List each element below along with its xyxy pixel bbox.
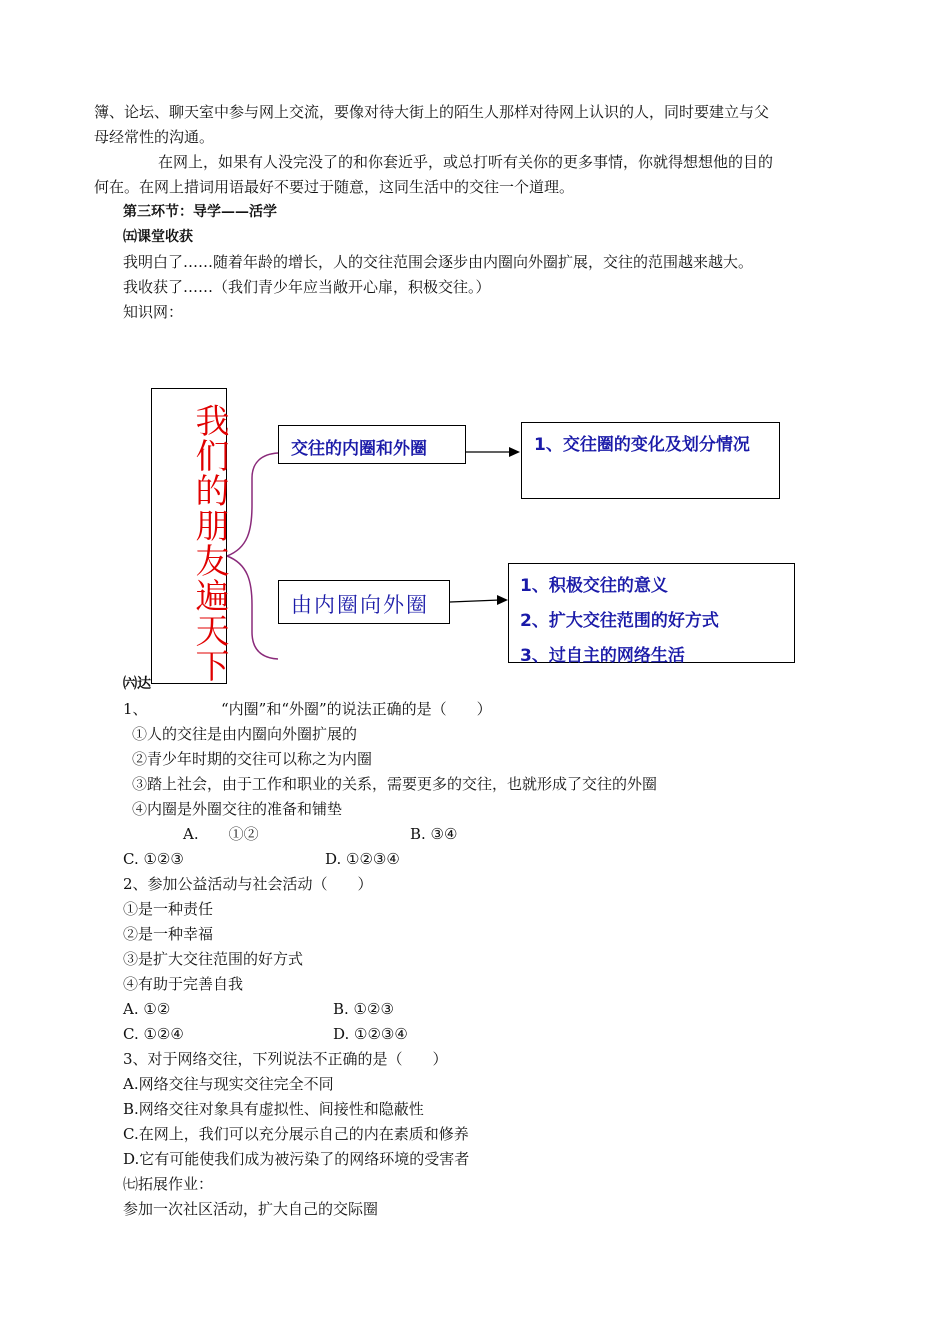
homework-task: 参加一次社区活动，扩大自己的交际圈 [123, 1200, 379, 1218]
q1-item: ①人的交往是由内圈向外圈扩展的 [132, 725, 358, 743]
diagram-title: 我们的朋友遍天下 [189, 403, 229, 683]
q1-item: ②青少年时期的交往可以称之为内圈 [132, 750, 373, 768]
q2-item: ①是一种责任 [123, 900, 214, 918]
diagram-title-box [151, 388, 227, 684]
branch-2-result-box [508, 563, 795, 666]
arrow-2-head [497, 595, 508, 605]
q3-option: A.网络交往与现实交往完全不同 [123, 1075, 334, 1093]
gained-line: 我收获了……（我们青少年应当敞开心扉，积极交往。） [123, 278, 491, 296]
q2-option-b: B. ①②③ [333, 1000, 394, 1018]
intro-line-2: 母经常性的沟通。 [94, 128, 215, 146]
arrow-1-head [509, 447, 520, 457]
q1-number: 1、 [123, 700, 148, 718]
q1-item: ③踏上社会，由于工作和职业的关系，需要更多的交往，也就形成了交往的外圈 [132, 775, 658, 793]
branch-1-result: 1、交往圈的变化及划分情况 [534, 435, 750, 455]
knowledge-net-label: 知识网： [123, 303, 184, 321]
q2-item: ④有助于完善自我 [123, 975, 244, 993]
q2-option-a: A. ①② [123, 1000, 171, 1018]
q1-option-a: A. ①② [183, 825, 259, 843]
branch-1-label: 交往的内圈和外圈 [291, 439, 427, 459]
q3-stem: 3、对于网络交往，下列说法不正确的是（ ） [123, 1050, 448, 1068]
q3-option: C.在网上，我们可以充分展示自己的内在素质和修养 [123, 1125, 469, 1143]
branch-2-box [278, 580, 450, 624]
q1-option-b: B. ③④ [410, 825, 458, 843]
section-heading: 第三环节：导学——活学 [123, 204, 277, 220]
intro-line-4: 何在。在网上措词用语最好不要过于随意，这同生活中的交往一个道理。 [94, 178, 575, 196]
arrow-2-line [450, 600, 500, 602]
bracket-upper [227, 453, 278, 556]
q2-option-c: C. ①②④ [123, 1025, 184, 1043]
branch-2-label: 由内圈向外圈 [291, 593, 429, 617]
branch-2-result-item: 1、积极交往的意义 [520, 576, 668, 596]
branch-2-result-item: 3、过自主的网络生活 [520, 646, 685, 666]
q2-stem: 2、参加公益活动与社会活动（ ） [123, 875, 373, 893]
understood-line: 我明白了……随着年龄的增长，人的交往范围会逐步由内圈向外圈扩展，交往的范围越来越大。 [123, 253, 754, 271]
branch-2-result-item: 2、扩大交往范围的好方式 [520, 611, 719, 631]
q1-option-d: D. ①②③④ [325, 850, 400, 868]
q1-item: ④内圈是外圈交往的准备和铺垫 [132, 800, 343, 818]
intro-line-3: 在网上，如果有人没完没了的和你套近乎，或总打听有关你的更多事情，你就得想想他的目的 [158, 153, 774, 171]
branch-2-results-list [520, 569, 719, 674]
q2-option-d: D. ①②③④ [333, 1025, 408, 1043]
homework-heading: ㈦拓展作业： [123, 1175, 214, 1193]
q3-option: B.网络交往对象具有虚拟性、间接性和隐蔽性 [123, 1100, 424, 1118]
intro-line-1: 簿、论坛、聊天室中参与网上交流，要像对待大街上的陌生人那样对待网上认识的人，同时要建立与父 [94, 103, 770, 121]
q1-option-c: C. ①②③ [123, 850, 184, 868]
q1-stem: “内圈”和“外圈”的说法正确的是（ ） [221, 700, 492, 718]
bracket-lower [227, 556, 278, 659]
practice-heading-fragment: ㈥达 [123, 676, 151, 692]
q2-item: ②是一种幸福 [123, 925, 214, 943]
q3-option: D.它有可能使我们成为被污染了的网络环境的受害者 [123, 1150, 470, 1168]
harvest-heading: ㈤课堂收获 [123, 229, 193, 245]
branch-1-box [278, 425, 466, 464]
branch-1-result-box [521, 422, 780, 499]
q2-item: ③是扩大交往范围的好方式 [123, 950, 304, 968]
